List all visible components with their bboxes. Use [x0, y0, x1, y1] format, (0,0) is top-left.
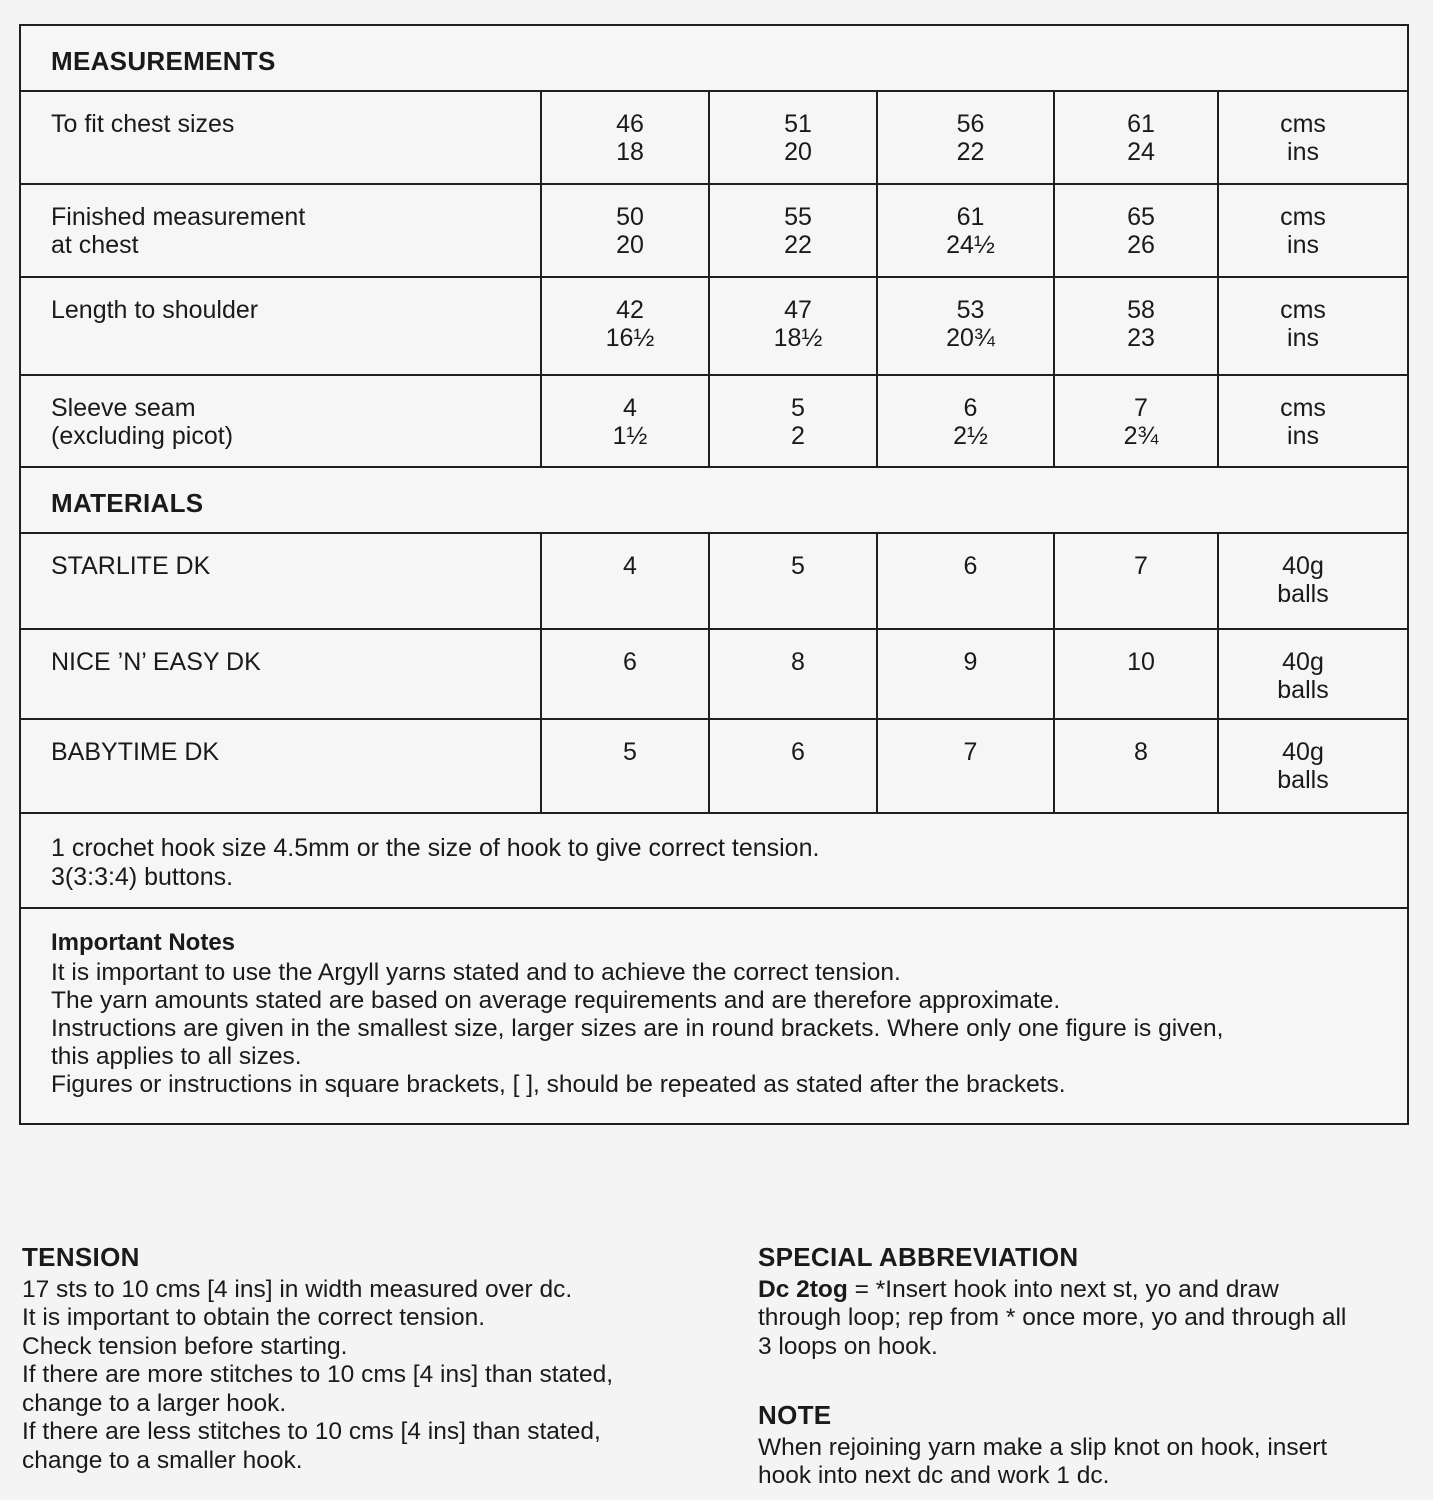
abbreviation-text: 3 loops on hook. [758, 1332, 938, 1360]
cell-cms: 58 [1127, 296, 1155, 324]
cell-ins: 2½ [953, 422, 988, 450]
tension-line: If there are more stitches to 10 cms [4 ins] than stated, [22, 1361, 614, 1388]
yarn-label: NICE ’N’ EASY DK [51, 648, 261, 676]
unit-label: cms [1280, 296, 1326, 324]
pattern-info-table [19, 24, 1409, 1125]
unit-label: 40g [1282, 738, 1324, 766]
unit-label: balls [1277, 580, 1329, 608]
ball-count: 5 [791, 552, 805, 580]
abbreviation-text: = *Insert hook into next st, yo and draw [847, 1275, 1279, 1303]
yarn-label: BABYTIME DK [51, 738, 220, 766]
cell-ins: 20¾ [946, 324, 995, 352]
table-row [21, 92, 1407, 185]
cell-ins: 23 [1127, 324, 1155, 352]
row-label: (excluding picot) [51, 422, 234, 450]
cell-ins: 24½ [946, 231, 995, 259]
important-notes-title: Important Notes [51, 929, 236, 956]
hook-and-buttons [21, 814, 1407, 909]
tension-line: If there are less stitches to 10 cms [4 ins] than stated, [22, 1418, 601, 1445]
cell-cms: 51 [784, 110, 812, 138]
hook-line: 1 crochet hook size 4.5mm or the size of hook to give correct tension. [51, 834, 820, 862]
note-section [758, 1401, 1418, 1491]
ball-count: 8 [1134, 738, 1148, 766]
cell-cms: 4 [623, 394, 637, 422]
cell-cms: 65 [1127, 203, 1155, 231]
tension-line: It is important to obtain the correct tension. [22, 1304, 486, 1331]
cell-cms: 7 [1134, 394, 1148, 422]
cell-ins: 22 [784, 231, 812, 259]
table-row [21, 534, 1407, 630]
table-row [21, 278, 1407, 376]
cell-ins: 2 [791, 422, 805, 450]
note-line: It is important to use the Argyll yarns stated and to achieve the correct tension. [51, 959, 901, 986]
tension-line: 17 sts to 10 cms [4 ins] in width measured over dc. [22, 1275, 573, 1303]
tension-line: Check tension before starting. [22, 1332, 348, 1360]
cell-cms: 53 [956, 296, 985, 324]
cell-cms: 47 [784, 296, 812, 324]
unit-label: balls [1277, 676, 1329, 704]
cell-ins: 20 [616, 231, 644, 259]
ball-count: 6 [963, 552, 978, 580]
unit-label: 40g [1282, 552, 1324, 580]
table-row [21, 376, 1407, 468]
cell-ins: 26 [1127, 231, 1155, 259]
special-abbreviation-title: SPECIAL ABBREVIATION [758, 1242, 1079, 1272]
ball-count: 7 [1134, 552, 1148, 580]
cell-cms: 61 [956, 203, 985, 231]
cell-cms: 50 [616, 203, 644, 231]
ball-count: 5 [623, 738, 637, 766]
important-notes [21, 909, 1407, 1123]
unit-label: 40g [1282, 648, 1324, 676]
cell-cms: 6 [963, 394, 978, 422]
note-line: Instructions are given in the smallest size, larger sizes are in round brackets. Where only one figure is given, [51, 1015, 1224, 1042]
unit-label: ins [1287, 138, 1319, 166]
note-text: hook into next dc and work 1 dc. [758, 1462, 1110, 1489]
cell-cms: 55 [784, 203, 812, 231]
note-line: The yarn amounts stated are based on average requirements and are therefore approximate. [51, 987, 1061, 1014]
ball-count: 6 [791, 738, 805, 766]
tension-title: TENSION [22, 1242, 140, 1272]
cell-ins: 2¾ [1123, 422, 1159, 450]
abbreviation-text: through loop; rep from * once more, yo and through all [758, 1304, 1347, 1331]
unit-label: cms [1280, 394, 1326, 422]
row-label: Sleeve seam [51, 394, 196, 422]
cell-ins: 1½ [612, 422, 648, 450]
materials-heading: MATERIALS [21, 468, 1407, 534]
unit-label: cms [1280, 203, 1326, 231]
table-row [21, 185, 1407, 278]
abbreviation-term: Dc 2tog [758, 1275, 848, 1303]
ball-count: 4 [623, 552, 637, 580]
ball-count: 10 [1127, 648, 1155, 676]
note-line: this applies to all sizes. [51, 1043, 302, 1070]
note-text: When rejoining yarn make a slip knot on hook, insert [758, 1433, 1328, 1461]
cell-ins: 18 [616, 138, 644, 166]
cell-cms: 42 [616, 296, 644, 324]
row-label: Length to shoulder [51, 296, 259, 324]
unit-label: cms [1280, 110, 1326, 138]
abbreviation-section [758, 1243, 1418, 1491]
ball-count: 8 [791, 648, 805, 676]
measurements-heading: MEASUREMENTS [21, 26, 1407, 92]
ball-count: 9 [963, 648, 978, 676]
cell-cms: 61 [1127, 110, 1155, 138]
yarn-label: STARLITE DK [51, 552, 211, 580]
row-label: at chest [51, 231, 139, 259]
cell-ins: 16½ [605, 324, 655, 352]
unit-label: ins [1287, 422, 1319, 450]
cell-ins: 22 [956, 138, 985, 166]
row-label: Finished measurement [51, 203, 306, 231]
cell-ins: 20 [784, 138, 812, 166]
row-label: To fit chest sizes [51, 110, 235, 138]
cell-ins: 24 [1127, 138, 1155, 166]
note-line: Figures or instructions in square brackets, [ ], should be repeated as stated after the brackets. [51, 1071, 1066, 1098]
ball-count: 7 [963, 738, 978, 766]
cell-cms: 46 [616, 110, 644, 138]
cell-cms: 56 [956, 110, 985, 138]
unit-label: ins [1287, 324, 1319, 352]
table-row [21, 720, 1407, 814]
cell-cms: 5 [791, 394, 805, 422]
tension-line: change to a larger hook. [22, 1389, 287, 1417]
cell-ins: 18½ [773, 324, 823, 352]
unit-label: balls [1277, 766, 1329, 794]
buttons-line: 3(3:3:4) buttons. [51, 863, 234, 891]
table-row [21, 630, 1407, 720]
tension-line: change to a smaller hook. [22, 1446, 303, 1474]
unit-label: ins [1287, 231, 1319, 259]
tension-section [22, 1243, 712, 1475]
ball-count: 6 [623, 648, 637, 676]
note-title: NOTE [758, 1400, 832, 1430]
